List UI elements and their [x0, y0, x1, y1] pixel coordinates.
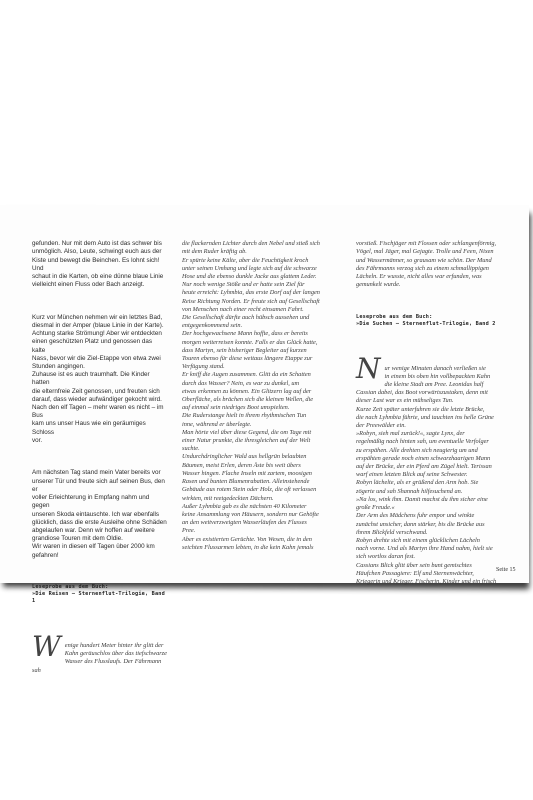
excerpt-heading: Leseprobe aus dem Buch: »Die Reisen – Sternenflut-Trilogie, Band 1 [32, 584, 165, 605]
story-text: vorstieß. Fischjäger mit Flossen oder schlangenförmig, Vögel, mal Jäger, mal Gejagte. Trolle und Feen, Nixen und Wassermänner, so grausam wie schön. Der Mund des Fährmanns verzog sich zu einem schmallippigen Lächeln. Er wusste, nicht alles war erfunden, was gemunkelt wurde. [356, 240, 497, 289]
paragraph: Kurz vor München nehmen wir ein letztes Bad, diesmal in der Amper (blaue Linie in der Karte). Achtung starke Strömung! Aber wir entdeckten einen geschützten Platz und genossen das kalte Nass, bevor wir die Ziel-Etappe von etwa zwei Stunden angingen. Zuhause ist es auch traumhaft. Die Kinder hatten die elternfreie Zeit genossen, und freuten sich darauf, dass wieder aufwändiger gekocht wird. Nach den elf Tagen – mehr waren es nicht – im Bus kam uns unser Haus wie ein geräumiges Schloss vor. [32, 313, 164, 444]
excerpt-text: enige hundert Meter hinter ihr glitt der Kahn geräuschlos über das tiefschwarze Wasser des Flusslaufs. Der Fährmann sah [32, 641, 167, 674]
dropcap: W [32, 629, 61, 663]
column-1 [32, 232, 167, 683]
page-number: Seite 15 [496, 567, 516, 573]
paragraph: Am nächsten Tag stand mein Vater bereits vor unserer Tür und freute sich auf seinen Bus, den er voller Erleichterung in Empfang nahm und gegen unseren Skoda eintauschte. Ich war ebenfalls glücklich, dass die erste Ausleihe ohne Schäden abgelaufen war. Denn wir hoffen auf weitere grandiose Touren mit dem Oldie. Wir waren in diesen elf Tagen über 2000 km gefahren! [32, 469, 167, 559]
paragraph: gefunden. Nur mit dem Auto ist das schwer bis unmöglich. Also, Leute, schwingt euch aus der Kiste und bewegt die Beinchen. Es lohnt sich! Und schaut in die Karten, ob eine dünne blaue Linie vielleicht einen Fluss oder Bach anzeigt. [32, 240, 164, 289]
excerpt-text: ur wenige Minuten danach verließen sie in einem bis oben hin vollbepackten Kahn die kleine Stadt am Pree. Leonidas half Cassian dabei, das Boot vorwärtszustaken, denn mit dieser Last war es ein mühseliges Tun. Kurze Zeit später unterfuhren sie die letzte Brücke, die nach Lyhmbia führte, und tauchten ins helle Grüne der Preewälder ein. »Robyn, sieh mal zurück!«, sagte Lynx, der regelmäßig nach hinten sah, um eventuelle Verfolger zu erspähen. Alle drehten sich neugierig um und erspähten gerade noch einen schwarzhaarigen Mann auf der Brücke, der ein Pferd am Zügel hielt. Terissan warf einen letzten Blick auf seine Schwester. Robyn lächelte, als er grüßend den Arm hob. Sie zögerte und sah Shannah hilfesuchend an. »Na los, wink ihm. Damit machst du ihm sicher eine große Freude.« Der Arm des Mädchens fuhr empor und winkte zunächst unsicher, dann stärker, bis die Brücke aus ihrem Blickfeld verschwand. Robyn drehte sich mit einem glücklichen Lächeln nach vorne. Und als Martyn ihre Hand nahm, hielt sie sich wortlos daran fest. Cassians Blick glitt über sein bunt gemischtes Häufchen Passagiere: Elf und Sternenwächter, Kriegerin und Krieger, Fischerin, Kinder und ein frisch [356, 364, 497, 585]
excerpt-block [356, 348, 506, 586]
excerpt-block [32, 626, 167, 675]
excerpt-heading: Leseprobe aus dem Buch: »Die Suchen – Sternenflut-Trilogie, Band 2 [356, 313, 496, 327]
dropcap: N [356, 352, 381, 386]
story-text: die flackernden Lichter durch den Nebel und stieß sich mit dem Ruder kräftig ab. Er spürte keine Kälte, aber die Feuchtigkeit kroch unter seinen Umhang und legte sich auf die schwarze Hose und die ebenso dunkle Jacke aus glattem Leder. Nur noch wenige Stöße und er hatte sein Ziel für heute erreicht: Lyhmbia, das erste Dorf auf der langen Reise Richtung Norden. Er freute sich auf Gesellschaft von Menschen nach einer recht einsamen Fahrt. Die Gesellschaft dürfte auch hübsch aussehen und entgegenkommend sein. Der hochgewachsene Mann hoffte, dass er bereits morgen weiterreisen konnte. Falls er das Glück hatte, dass Martyn, sein bisheriger Begleiter auf kurzen Touren ebenso für diese weitaus längere Etappe zur Verfügung stand. Er kniff die Augen zusammen. Glitt da ein Schatten durch das Wasser? Nein, es war zu dunkel, um etwas erkennen zu können. Ein Glitzern lag auf der Oberfläche, als brächen sich die kleinen Wellen, die auf einmal sein niedriges Boot umspielten. Die Ruderstange hielt in ihrem rhythmischen Tun inne, während er überlegte. Man hörte viel über diese Gegend, die om Tage mit einer Natur prunkte, die ihresgleichen auf der Welt suchte. Undurchdringlicher Wald aus hellgrün belaubten Bäumen, meist Erlen, deren Äste bis weit übers Wasser hingen. Flache Inseln mit zartem, moosigen Rasen und bunten Blumenrabatten. Alleinstehende Gebäude aus rotem Stein oder Holz, die oft verlassen wirkten, mit reetgedeckten Dächern. Außer Lyhmbia gab es die nächsten 40 Kilometer keine Ansammlung von Häusern, sondern nur Gehöfte an den weitverzweigten Wasserläufen des Flusses Pree. Aber es existierten Gerüchte. Von Wesen, die in den seichten Flussarmen lebten, in die kein Kahn jemals [182, 240, 320, 551]
column-2 [182, 232, 332, 560]
column-3 [356, 232, 506, 594]
